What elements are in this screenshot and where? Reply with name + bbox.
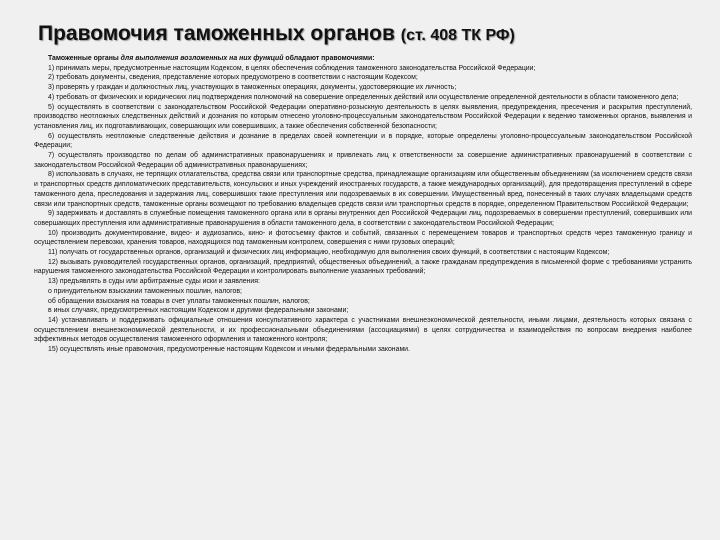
paragraph-10: 10) производить документирование, видео- и аудиозапись, кино- и фотосъемку фактов и событий, связанных с перемещением товаров и транспортных средств через таможенную границу и осуществлением перевозки, хранения товаров, находящихся под таможенным контролем, совершения с ними грузовых операций; bbox=[34, 229, 692, 247]
paragraph-6: 6) осуществлять неотложные следственные действия и дознание в пределах своей компетенции и в порядке, которые определены уголовно-процессуальным законодательством Российской Федерации; bbox=[34, 132, 692, 150]
article-text bbox=[34, 54, 692, 355]
paragraph-5: 5) осуществлять в соответствии с законодательством Российской Федерации оперативно-розыскную деятельность в целях выявления, предупреждения, пресечения и раскрытия преступлений, производство неотложных следственных действий и дознания по которым отнесено уголовно-процессуальным законодательством Российской Федерации к ведению таможенных органов, выявления и установления лиц, их подготавливающих, совершающих или совершивших, а также обеспечения собственной безопасности; bbox=[34, 103, 692, 130]
paragraph-4: 4) требовать от физических и юридических лиц подтверждения полномочий на совершение определенных действий или осуществление определенной деятельности в области таможенного дела; bbox=[48, 93, 679, 101]
paragraph-1: 1) принимать меры, предусмотренные настоящим Кодексом, в целях обеспечения соблюдения таможенного законодательства Российской Федерации; bbox=[48, 64, 536, 72]
paragraph-13: 13) предъявлять в суды или арбитражные суды иски и заявления: bbox=[48, 278, 260, 286]
paragraph-15: 15) осуществлять иные правомочия, предусмотренные настоящим Кодексом и иными федеральными законами. bbox=[48, 346, 410, 354]
paragraph-13-item-b: об обращении взыскания на товары в счет уплаты таможенных пошлин, налогов; bbox=[48, 297, 310, 305]
lead-before: Таможенные органы bbox=[48, 55, 119, 62]
paragraph-9: 9) задерживать и доставлять в служебные помещения таможенного органа или в органы внутренних дел Российской Федерации лиц, подозреваемых в совершении преступлений, совершивших или совершающих преступления или административные правонарушения в области таможенного дела, в соответствии с законодательством Российской Федерации; bbox=[34, 210, 692, 227]
title-main: Правомочия таможенных органов bbox=[38, 22, 395, 45]
paragraph-11: 11) получать от государственных органов, организаций и физических лиц информацию, необходимую для выполнения своих функций, в соответствии с настоящим Кодексом; bbox=[48, 249, 610, 257]
lead-emphasis: для выполнения возложенных на них функций bbox=[120, 55, 284, 62]
title-article-reference: (ст. 408 ТК РФ) bbox=[400, 27, 515, 44]
paragraph-12: 12) вызывать руководителей государственных органов, организаций, предприятий, общественных объединений, а также гражданам предупреждения в письменной форме с требованиями устранить нарушения таможенного законодательства Российской Федерации и контролировать выполнение указанных требований; bbox=[34, 258, 692, 276]
paragraph-13-item-a: о принудительном взыскании таможенных пошлин, налогов; bbox=[48, 287, 242, 295]
paragraph-8: 8) использовать в случаях, не терпящих отлагательства, средства связи или транспортные средства, принадлежащие организациям или общественным объединениям (за исключением средств связи и транспортных средств дипломатических представительств, консульских и иных учреждений иностранных государств, а также международных организаций), для предотвращения преступлений в сфере таможенного дела, преследования и задержания лиц, совершивших такие преступления или подозреваемых в их совершении. Имущественный вред, понесенный в таких случаях владельцами средств связи или транспортных средств, таможенные органы возмещают по требованию владельцев средств связи или транспортных средств в порядке, определенном Правительством Российской Федерации; bbox=[34, 171, 692, 208]
page-title bbox=[38, 22, 698, 46]
paragraph-7: 7) осуществлять производство по делам об административных правонарушениях и привлекать лиц к ответственности за совершение административных правонарушений в соответствии с законодательством Российской Федерации об административных правонарушениях; bbox=[34, 152, 692, 169]
lead-after: обладают правомочиями: bbox=[285, 55, 375, 62]
paragraph-14: 14) устанавливать и поддерживать официальные отношения консультативного характера с участниками внешнеэкономической деятельности, иными лицами, деятельность которых связана с осуществлением внешнеэкономической деятельности, и их профессиональными объединениями (ассоциациями) в целях сотрудничества и взаимодействия по вопросам внедрения наиболее эффективных методов осуществления таможенного оформления и таможенного контроля; bbox=[34, 316, 692, 344]
paragraph-2: 2) требовать документы, сведения, представление которых предусмотрено в соответствии с настоящим Кодексом; bbox=[48, 74, 418, 82]
lead-paragraph bbox=[34, 54, 692, 64]
paragraph-3: 3) проверять у граждан и должностных лиц, участвующих в таможенных операциях, документы, удостоверяющие их личность; bbox=[48, 84, 457, 92]
paragraph-13-item-c: в иных случаях, предусмотренных настоящим Кодексом и другими федеральными законами; bbox=[48, 307, 349, 315]
